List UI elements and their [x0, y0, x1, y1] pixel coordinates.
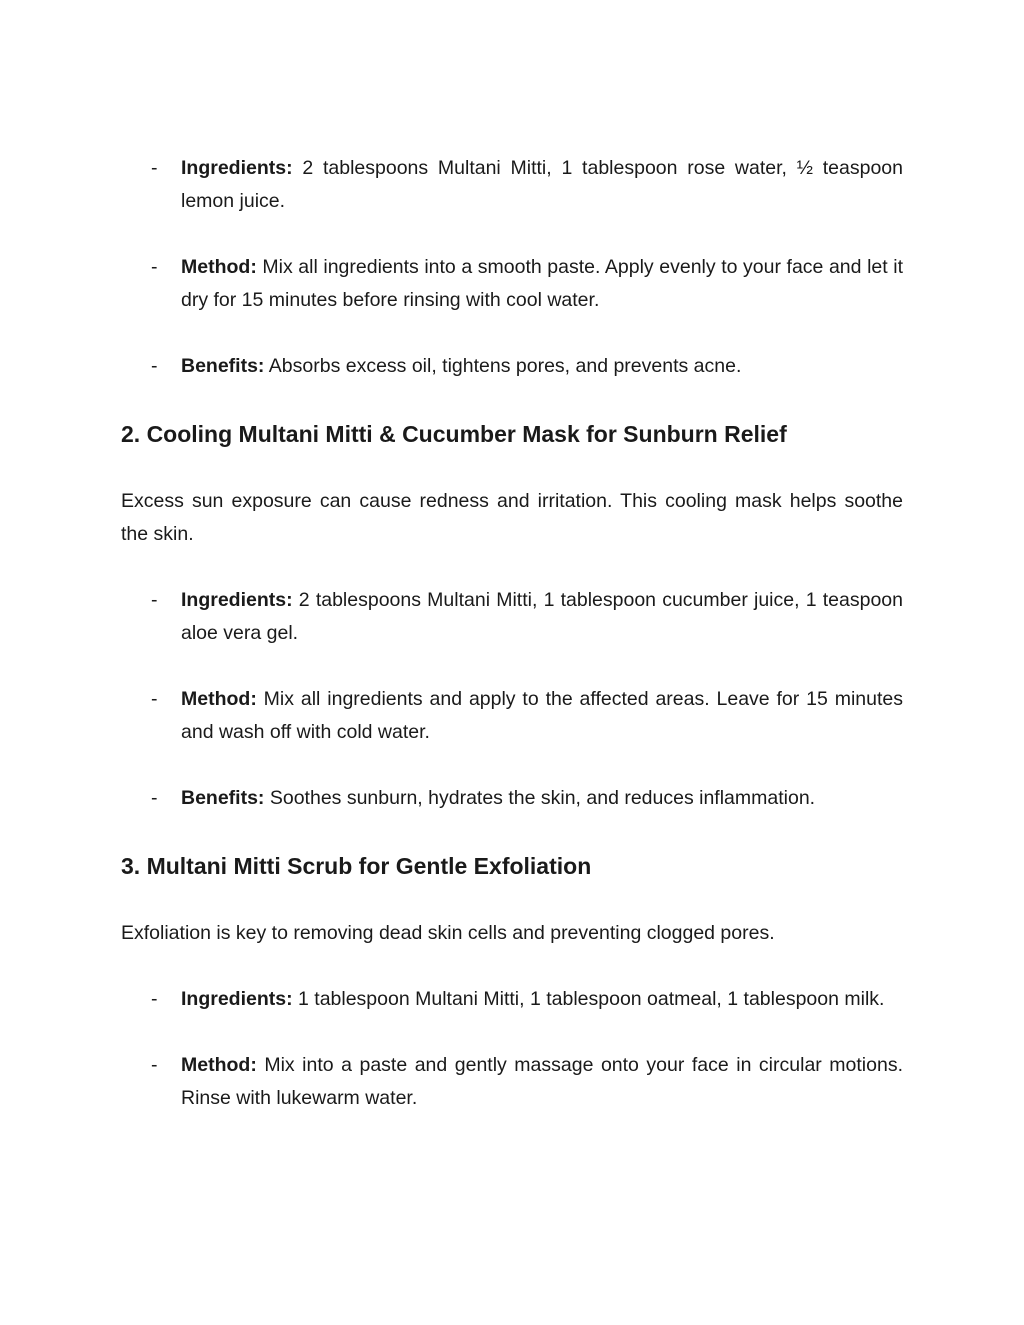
bullet-dash: -	[151, 787, 158, 809]
bullet-label: Method:	[181, 256, 257, 278]
bullet-text: 2 tablespoons Multani Mitti, 1 tablespoon rose water, ½ teaspoon lemon juice.	[181, 157, 903, 212]
bullet-benefits	[121, 782, 903, 815]
section-heading: 3. Multani Mitti Scrub for Gentle Exfoliation	[121, 853, 592, 879]
bullet-dash: -	[151, 1054, 158, 1076]
bullet-label: Ingredients:	[181, 988, 293, 1010]
bullet-dash: -	[151, 589, 158, 611]
document-page	[121, 152, 903, 1115]
bullet-ingredients	[121, 584, 903, 650]
bullet-method	[121, 1049, 903, 1115]
bullet-text: Mix all ingredients and apply to the affected areas. Leave for 15 minutes and wash off with cold water.	[181, 688, 903, 743]
bullet-label: Benefits:	[181, 355, 265, 377]
bullet-text: Mix all ingredients into a smooth paste. Apply evenly to your face and let it dry for 15 minutes before rinsing with cool water.	[181, 256, 903, 311]
bullet-text: Soothes sunburn, hydrates the skin, and reduces inflammation.	[264, 787, 816, 809]
bullet-dash: -	[151, 157, 158, 179]
section-intro: Excess sun exposure can cause redness and irritation. This cooling mask helps soothe the skin.	[121, 490, 903, 545]
bullet-text: 1 tablespoon Multani Mitti, 1 tablespoon oatmeal, 1 tablespoon milk.	[292, 988, 885, 1010]
bullet-text: Absorbs excess oil, tightens pores, and prevents acne.	[264, 355, 742, 377]
bullet-label: Ingredients:	[181, 157, 293, 179]
bullet-label: Method:	[181, 1054, 257, 1076]
bullet-benefits	[121, 350, 903, 383]
bullet-dash: -	[151, 256, 158, 278]
bullet-ingredients	[121, 983, 903, 1016]
bullet-dash: -	[151, 688, 158, 710]
bullet-method	[121, 251, 903, 317]
bullet-text: 2 tablespoons Multani Mitti, 1 tablespoon cucumber juice, 1 teaspoon aloe vera gel.	[181, 589, 903, 644]
section-heading: 2. Cooling Multani Mitti & Cucumber Mask for Sunburn Relief	[121, 421, 787, 447]
bullet-text: Mix into a paste and gently massage onto your face in circular motions. Rinse with lukewarm water.	[181, 1054, 903, 1109]
bullet-label: Ingredients:	[181, 589, 293, 611]
section-intro: Exfoliation is key to removing dead skin cells and preventing clogged pores.	[121, 922, 775, 944]
bullet-label: Benefits:	[181, 787, 265, 809]
bullet-dash: -	[151, 355, 158, 377]
bullet-dash: -	[151, 988, 158, 1010]
bullet-label: Method:	[181, 688, 257, 710]
bullet-ingredients	[121, 152, 903, 218]
bullet-method	[121, 683, 903, 749]
